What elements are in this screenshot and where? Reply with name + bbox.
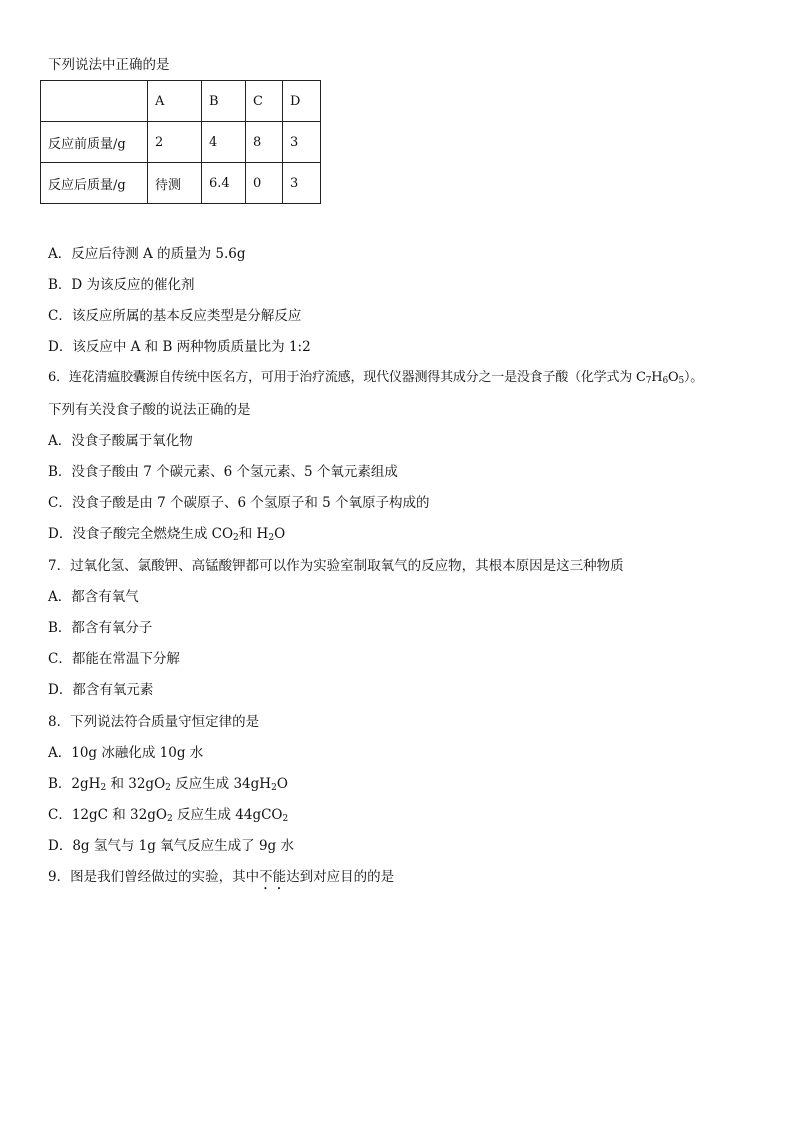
q8-option-b-text: O	[276, 776, 288, 792]
table-cell: 4	[202, 122, 246, 163]
q6-option-d-end: O	[274, 526, 286, 542]
subscript: 5	[678, 376, 684, 386]
q6-stem-end: ）。	[683, 370, 704, 385]
table-cell: 反应后质量/g	[41, 163, 148, 204]
q6-option-d-mid: 和 H	[238, 526, 269, 542]
table-header-row	[41, 81, 321, 122]
table-cell: 6.4	[202, 163, 246, 204]
q8-option-a: A．10g 冰融化成 10g 水	[48, 745, 204, 761]
q8-option-b-text: 和 32gO	[106, 776, 166, 792]
table-header-cell: D	[283, 81, 321, 122]
table-cell: 2	[148, 122, 202, 163]
subscript: 2	[282, 814, 289, 824]
table-row	[41, 163, 321, 204]
q5-option-c: C．该反应所属的基本反应类型是分解反应	[48, 308, 302, 324]
q8-option-b	[48, 775, 288, 793]
q8-option-d: D．8g 氢气与 1g 氧气反应生成了 9g 水	[48, 838, 294, 854]
q7-option-a: A．都含有氧气	[48, 589, 139, 605]
subscript: 2	[233, 533, 239, 543]
q9-stem-text: 9．图是我们曾经做过的实验，其中	[48, 869, 260, 885]
table-cell: 0	[246, 163, 283, 204]
q6-stem	[48, 369, 703, 387]
table-cell: 待测	[148, 163, 202, 204]
q7-option-c: C．都能在常温下分解	[48, 651, 180, 667]
table-cell: 反应前质量/g	[41, 122, 148, 163]
subscript: 2	[165, 783, 171, 793]
q5-option-d: D．该反应中 A 和 B 两种物质质量比为 1:2	[48, 339, 311, 355]
q8-option-c-text: 反应生成 44gCO	[172, 807, 283, 823]
table-header-cell: B	[202, 81, 246, 122]
q9-stem-end: 达到对应目的的是	[286, 869, 395, 885]
q5-option-b: B．D 为该反应的催化剂	[48, 277, 195, 293]
table-cell: 3	[283, 122, 321, 163]
q7-option-b: B．都含有氧分子	[48, 620, 153, 636]
subscript: 2	[268, 533, 275, 543]
q8-stem: 8．下列说法符合质量守恒定律的是	[48, 714, 260, 730]
q7-option-d: D．都含有氧元素	[48, 682, 154, 698]
emphasis-text: 不能	[259, 869, 287, 885]
q6-stem-line-2: 下列有关没食子酸的说法正确的是	[48, 402, 251, 418]
table-cell: 3	[283, 163, 321, 204]
table-header-cell: C	[246, 81, 283, 122]
table-header-cell: A	[148, 81, 202, 122]
question-intro: 下列说法中正确的是	[48, 57, 170, 73]
q6-option-d-text: D．没食子酸完全燃烧生成 CO	[48, 526, 234, 542]
q8-option-b-text: B．2gH	[48, 776, 101, 792]
q8-option-b-text: 反应生成 34gH	[170, 776, 272, 792]
q6-option-c: C．没食子酸是由 7 个碳原子、6 个氢原子和 5 个氧原子构成的	[48, 495, 430, 511]
q8-option-c	[48, 806, 288, 824]
subscript: 7	[645, 376, 652, 386]
subscript: 2	[166, 814, 173, 824]
subscript: 2	[271, 783, 277, 793]
q5-option-a: A．反应后待测 A 的质量为 5.6g	[48, 246, 246, 262]
q8-option-c-text: C．12gC 和 32gO	[48, 807, 167, 823]
q6-option-a: A．没食子酸属于氧化物	[48, 433, 193, 449]
q7-stem: 7．过氧化氢、氯酸钾、高锰酸钾都可以作为实验室制取氧气的反应物，其根本原因是这三种物质	[48, 558, 624, 574]
table-header-cell	[41, 81, 148, 122]
formula-part: H	[651, 370, 663, 385]
q6-stem-text: 6．连花清瘟胶囊源自传统中医名方，可用于治疗流感，现代仪器测得其成分之一是没食子酸（化学式为 C	[48, 370, 646, 385]
subscript: 6	[662, 376, 668, 386]
q6-option-d	[48, 525, 285, 543]
subscript: 2	[100, 783, 107, 793]
q9-stem	[48, 868, 394, 893]
table-row	[41, 122, 321, 163]
table-cell: 8	[246, 122, 283, 163]
formula-part: O	[667, 370, 679, 385]
q6-option-b: B．没食子酸由 7 个碳元素、6 个氢元素、5 个氧元素组成	[48, 464, 398, 480]
mass-table	[40, 80, 321, 204]
